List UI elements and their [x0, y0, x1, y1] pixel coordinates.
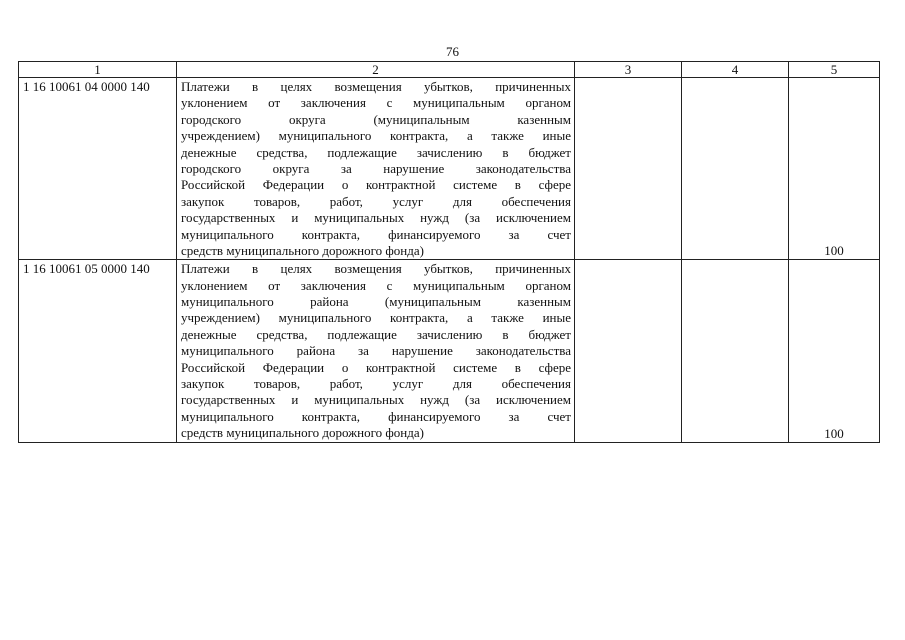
description-line: денежные средства, подлежащие зачислению в бюджет — [181, 144, 571, 160]
description-line: Платежи в целях возмещения убытков, причиненных — [181, 79, 571, 94]
description-line: Российской Федерации о контрактной системе в сфере — [181, 359, 571, 375]
description-line: уклонением от заключения с муниципальным органом — [181, 95, 571, 111]
description-line: Российской Федерации о контрактной системе в сфере — [181, 177, 571, 193]
description-line: муниципального контракта, финансируемого за счет — [181, 408, 571, 424]
description-line: закупок товаров, работ, услуг для обеспечения — [181, 376, 571, 392]
description-line: государственных и муниципальных нужд (за исключением — [181, 210, 571, 226]
description-line: муниципального района (муниципальным казенным — [181, 294, 571, 310]
budget-code-cell: 1 16 10061 04 0000 140 — [19, 78, 177, 260]
description-line: Платежи в целях возмещения убытков, причиненных — [181, 261, 571, 277]
description-line: городского округа за нарушение законодательства — [181, 160, 571, 176]
column-3-cell — [575, 78, 682, 260]
description-line: муниципального района за нарушение законодательства — [181, 343, 571, 359]
page-number: 76 — [446, 44, 459, 59]
description-line: уклонением от заключения с муниципальным органом — [181, 277, 571, 293]
description-cell — [177, 260, 575, 442]
budget-codes-table — [18, 61, 880, 443]
description-line: учреждением) муниципального контракта, а также иные — [181, 310, 571, 326]
description-line: денежные средства, подлежащие зачислению в бюджет — [181, 326, 571, 342]
amount-cell: 100 — [789, 78, 880, 260]
description-line: городского округа (муниципальным казенным — [181, 111, 571, 127]
table-row — [19, 260, 880, 442]
description-line: средств муниципального дорожного фонда) — [181, 242, 424, 258]
column-header-4: 4 — [682, 62, 789, 78]
column-4-cell — [682, 260, 789, 442]
description-cell — [177, 78, 575, 260]
column-4-cell — [682, 78, 789, 260]
column-header-2: 2 — [177, 62, 575, 78]
description-line: учреждением) муниципального контракта, а также иные — [181, 128, 571, 144]
table-row — [19, 78, 880, 260]
column-3-cell — [575, 260, 682, 442]
description-line: средств муниципального дорожного фонда) — [181, 425, 424, 441]
table-header-row — [19, 62, 880, 78]
column-header-1: 1 — [19, 62, 177, 78]
description-line: закупок товаров, работ, услуг для обеспечения — [181, 193, 571, 209]
description-line: государственных и муниципальных нужд (за исключением — [181, 392, 571, 408]
budget-code-cell: 1 16 10061 05 0000 140 — [19, 260, 177, 442]
column-header-5: 5 — [789, 62, 880, 78]
description-line: муниципального контракта, финансируемого за счет — [181, 226, 571, 242]
amount-cell: 100 — [789, 260, 880, 442]
column-header-3: 3 — [575, 62, 682, 78]
